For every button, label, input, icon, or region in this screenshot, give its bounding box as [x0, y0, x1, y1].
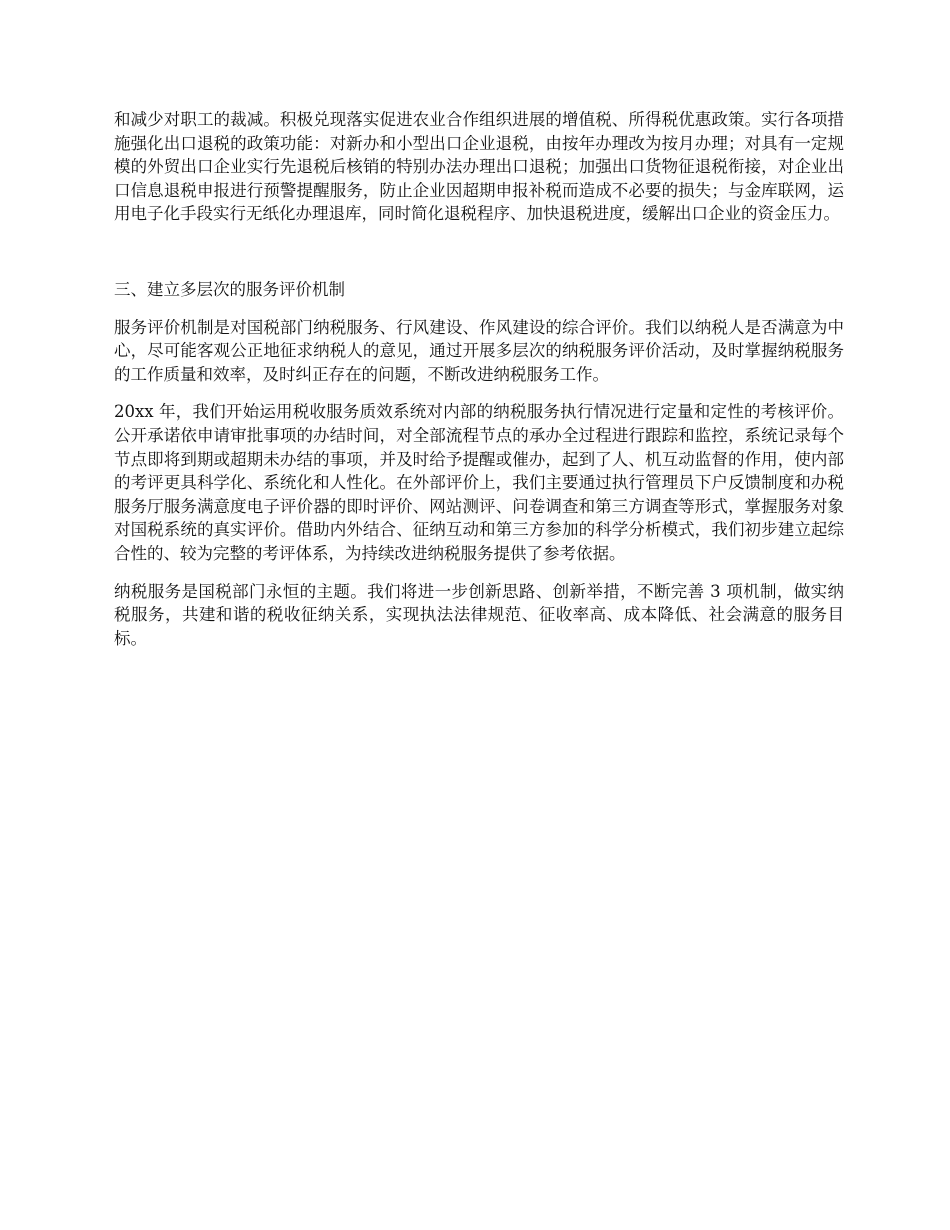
- paragraph-conclusion: 纳税服务是国税部门永恒的主题。我们将进一步创新思路、创新举措，不断完善 3 项机制，做实纳税服务，共建和谐的税收征纳关系，实现执法法律规范、征收率高、成本降低、社会满意的服务目标。: [114, 581, 844, 648]
- section-heading: 三、建立多层次的服务评价机制: [114, 279, 345, 299]
- paragraph-service-evaluation: 服务评价机制是对国税部门纳税服务、行风建设、作风建设的综合评价。我们以纳税人是否满意为中心，尽可能客观公正地征求纳税人的意见，通过开展多层次的纳税服务评价活动，及时掌握纳税服务的工作质量和效率，及时纠正存在的问题，不断改进纳税服务工作。: [114, 317, 844, 384]
- paragraph-continuation: 和减少对职工的裁减。积极兑现落实促进农业合作组织进展的增值税、所得税优惠政策。实行各项措施强化出口退税的政策功能：对新办和小型出口企业退税，由按年办理改为按月办理；对具有一定规模的外贸出口企业实行先退税后核销的特别办法办理出口退税；加强出口货物征退税衔接，对企业出口信息退税申报进行预警提醒服务，防止企业因超期申报补税而造成不必要的损失；与金库联网，运用电子化手段实行无纸化办理退库，同时简化退税程序、加快退税进度，缓解出口企业的资金压力。: [114, 110, 844, 224]
- paragraph-assessment-system: 20xx 年，我们开始运用税收服务质效系统对内部的纳税服务执行情况进行定量和定性的考核评价。公开承诺依申请审批事项的办结时间，对全部流程节点的承办全过程进行跟踪和监控，系统记录每个节点即将到期或超期未办结的事项，并及时给予提醒或催办，起到了人、机互动监督的作用，使内部的考评更具科学化、系统化和人性化。在外部评价上，我们主要通过执行管理员下户反馈制度和办税服务厅服务满意度电子评价器的即时评价、网站测评、问卷调查和第三方调查等形式，掌握服务对象对国税系统的真实评价。借助内外结合、征纳互动和第三方参加的科学分析模式，我们初步建立起综合性的、较为完整的考评体系，为持续改进纳税服务提供了参考依据。: [114, 402, 844, 563]
- document-page: [114, 108, 844, 664]
